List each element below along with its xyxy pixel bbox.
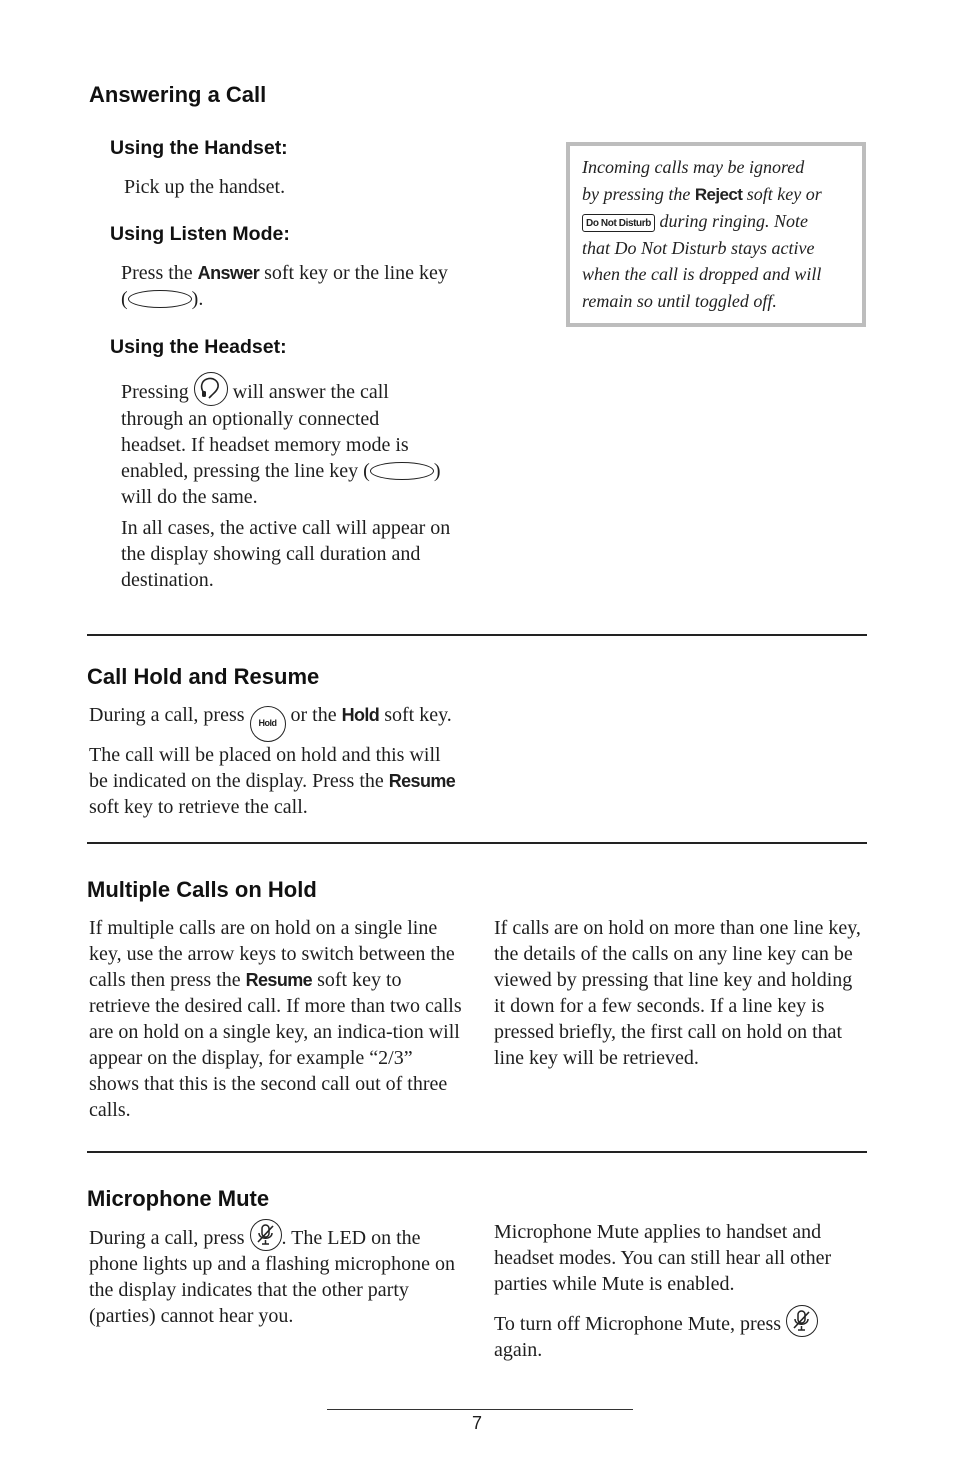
listen-text-d: ). xyxy=(191,288,204,310)
handset-text: Pick up the handset. xyxy=(124,176,286,198)
headset-line4-a: enabled, pressing the line key ( xyxy=(121,460,370,482)
footer-rule xyxy=(327,1409,633,1410)
note-line2-a: by pressing the xyxy=(582,183,695,204)
listen-text-b: soft key or the line key xyxy=(259,262,448,284)
subheading-handset: Using the Handset: xyxy=(110,137,288,159)
headset-line5: will do the same. xyxy=(121,486,258,508)
multiple-left-a: If multiple calls are on hold on a single line key, use the arrow keys to switch between the calls then press the xyxy=(89,917,455,991)
note-line3-b: during ringing. Note xyxy=(654,211,808,231)
headset-text xyxy=(121,372,481,510)
headset-line2: through an optionally connected xyxy=(121,408,380,430)
subheading-listen-mode: Using Listen Mode: xyxy=(110,223,290,245)
section-title-answering: Answering a Call xyxy=(89,82,267,107)
hold-line1-c: soft key. xyxy=(379,704,452,726)
do-not-disturb-key-icon: Do Not Disturb xyxy=(582,214,655,232)
mute-left-rest: phone lights up and a flashing microphone on the display indicates that the other party (parties) cannot hear you. xyxy=(89,1253,456,1327)
section-title-mute: Microphone Mute xyxy=(87,1186,270,1211)
hold-softkey-label: Hold xyxy=(341,705,380,725)
mute-right-p2 xyxy=(494,1305,866,1363)
note-line5: when the call is dropped and will xyxy=(582,264,822,284)
multiple-left-text xyxy=(89,915,462,1123)
mute-left-b: . The LED on the xyxy=(281,1227,421,1249)
section-divider xyxy=(87,634,867,636)
note-line4: that Do Not Disturb stays active xyxy=(582,237,815,258)
headset-para2: In all cases, the active call will appear on the display showing call duration and destination. xyxy=(121,517,451,591)
hold-key-icon: Hold xyxy=(250,706,286,742)
headset-key-icon xyxy=(194,372,228,406)
section-title-hold: Call Hold and Resume xyxy=(87,664,320,689)
hold-line1-b: or the xyxy=(285,704,342,726)
hold-line4: soft key to retrieve the call. xyxy=(89,796,308,818)
multiple-left-b: soft key to retrieve the desired call. If more than two calls are on hold on a single key, an indica-tion will appear on the display, for example “2/3” shows that this is the second call out of three calls. xyxy=(89,969,462,1121)
answer-softkey-label: Answer xyxy=(197,263,260,283)
hold-line1-a: During a call, press xyxy=(89,704,250,726)
mute-left-text xyxy=(89,1219,469,1329)
resume-softkey-label: Resume xyxy=(388,771,456,791)
note-line6: remain so until toggled off. xyxy=(582,290,777,311)
headset-line1-b: will answer the call xyxy=(227,381,389,403)
reject-softkey-label: Reject xyxy=(694,184,743,204)
hold-text xyxy=(89,702,489,820)
microphone-mute-icon xyxy=(786,1305,818,1337)
listen-text-c: ( xyxy=(121,288,128,310)
headset-line1-a: Pressing xyxy=(121,381,194,403)
resume-softkey-label: Resume xyxy=(245,970,313,990)
section-divider xyxy=(87,842,867,844)
line-key-icon xyxy=(128,290,192,308)
multiple-right-text: If calls are on hold on more than one line key, the details of the calls on any line key can be viewed by pressing that line key and holding it down for a few seconds. If a line key is pressed briefly, the first call on hold on that line key will be retrieved. xyxy=(494,917,861,1069)
hold-line3-a: be indicated on the display. Press the xyxy=(89,770,389,792)
hold-line2: The call will be placed on hold and this will xyxy=(89,744,441,766)
note-line2-b: soft key or xyxy=(742,183,822,204)
headset-line3: headset. If headset memory mode is xyxy=(121,434,409,456)
line-key-icon xyxy=(370,462,434,480)
microphone-mute-icon xyxy=(250,1219,282,1251)
mute-right-p1: Microphone Mute applies to handset and headset modes. You can still hear all other parties while Mute is enabled. xyxy=(494,1221,832,1295)
page-number: 7 xyxy=(471,1413,482,1433)
mute-right-p2-b: again. xyxy=(494,1339,543,1361)
mute-left-a: During a call, press xyxy=(89,1227,250,1249)
mute-right-p2-a: To turn off Microphone Mute, press xyxy=(494,1313,787,1335)
section-divider xyxy=(87,1151,867,1153)
listen-text-a: Press the xyxy=(121,262,198,284)
note-box xyxy=(566,142,866,327)
headset-line4-b: ) xyxy=(433,460,441,482)
note-line1: Incoming calls may be ignored xyxy=(582,157,805,177)
listen-mode-text xyxy=(121,260,481,312)
note-text xyxy=(582,154,850,314)
section-title-multiple: Multiple Calls on Hold xyxy=(87,877,317,902)
subheading-headset: Using the Headset: xyxy=(110,336,287,358)
